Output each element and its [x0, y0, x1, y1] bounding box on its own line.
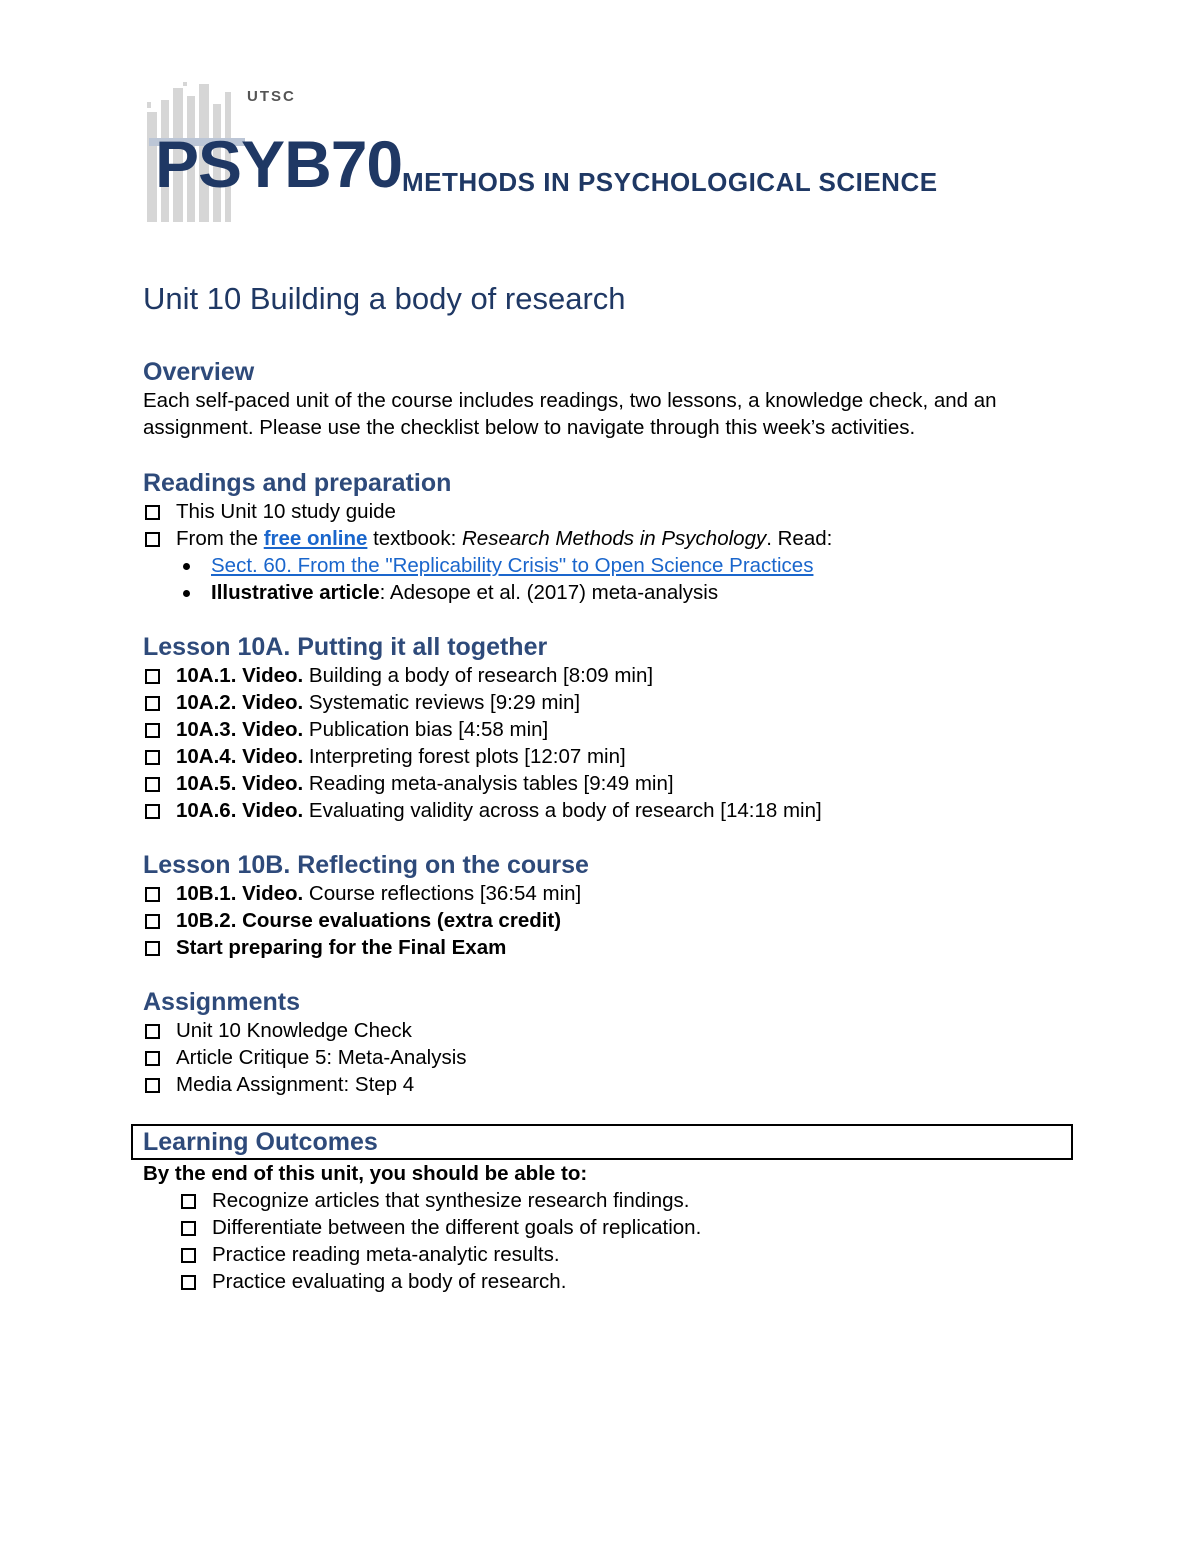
video-title: Publication bias [4:58 min]: [303, 718, 549, 741]
readings-heading: Readings and preparation: [143, 469, 452, 497]
learning-outcomes-intro: By the end of this unit, you should be able to:: [143, 1162, 588, 1185]
assignment-label: Media Assignment: Step 4: [176, 1073, 415, 1096]
outcome-label: Differentiate between the different goals of replication.: [212, 1216, 702, 1239]
checklist-item[interactable]: [143, 1044, 1073, 1071]
readings-checklist: [143, 498, 1073, 552]
checklist-item[interactable]: [179, 1268, 1073, 1295]
video-id: 10A.5. Video.: [176, 772, 304, 795]
course-evaluations-label: 10B.2. Course evaluations (extra credit): [176, 909, 562, 932]
checklist-item[interactable]: [143, 525, 1073, 552]
bullet-item: [179, 552, 1073, 579]
checklist-item[interactable]: [143, 716, 1073, 743]
checklist-item[interactable]: [143, 498, 1073, 525]
textbook-title: Research Methods in Psychology: [461, 527, 767, 550]
checklist-item[interactable]: [143, 934, 1073, 961]
video-id: 10A.3. Video.: [176, 718, 304, 741]
lesson-10a-heading: Lesson 10A. Putting it all together: [143, 633, 548, 661]
outcome-label: Practice reading meta-analytic results.: [212, 1243, 560, 1266]
overview-text: Each self-paced unit of the course includes readings, two lessons, a knowledge check, and an assignment. Please use the checklist below to navigate through this week’s activities.: [143, 389, 997, 439]
final-exam-label: Start preparing for the Final Exam: [176, 936, 507, 959]
free-online-link[interactable]: free online: [263, 527, 368, 550]
illustrative-article-label: Illustrative article: [211, 581, 380, 604]
video-title: Interpreting forest plots [12:07 min]: [303, 745, 626, 768]
readings-sublist: [143, 552, 1073, 606]
checklist-item[interactable]: [179, 1187, 1073, 1214]
reading-text: . Read:: [766, 527, 833, 550]
checklist-item[interactable]: [143, 1071, 1073, 1098]
assignments-heading: Assignments: [143, 988, 300, 1016]
checklist-item[interactable]: [143, 662, 1073, 689]
checklist-item[interactable]: [143, 770, 1073, 797]
overview-heading: Overview: [143, 358, 255, 386]
outcome-label: Practice evaluating a body of research.: [212, 1270, 567, 1293]
video-id: 10A.4. Video.: [176, 745, 304, 768]
illustrative-article-text: : Adesope et al. (2017) meta-analysis: [379, 581, 719, 604]
reading-text: From the: [176, 527, 264, 550]
video-id: 10A.6. Video.: [176, 799, 304, 822]
assignment-label: Unit 10 Knowledge Check: [176, 1019, 412, 1042]
lesson-10a-checklist: [143, 662, 1073, 824]
logo-course-code: PSYB70: [155, 127, 403, 201]
checklist-item[interactable]: [143, 689, 1073, 716]
lesson-10a-section: [143, 632, 1073, 824]
readings-section: [143, 468, 1073, 606]
lesson-10b-heading: Lesson 10B. Reflecting on the course: [143, 851, 589, 879]
bullet-item: [179, 579, 1073, 606]
checklist-item[interactable]: [179, 1241, 1073, 1268]
video-title: Evaluating validity across a body of research [14:18 min]: [303, 799, 822, 822]
learning-outcomes-section: [143, 1124, 1073, 1295]
assignments-section: [143, 987, 1073, 1098]
outcome-label: Recognize articles that synthesize research findings.: [212, 1189, 690, 1212]
video-id: 10A.2. Video.: [176, 691, 304, 714]
checklist-item[interactable]: [143, 907, 1073, 934]
lesson-10b-checklist: [143, 880, 1073, 961]
assignments-checklist: [143, 1017, 1073, 1098]
assignment-label: Article Critique 5: Meta-Analysis: [176, 1046, 467, 1069]
video-title: Course reflections [36:54 min]: [303, 882, 582, 905]
logo-course-name: METHODS IN PSYCHOLOGICAL SCIENCE: [402, 167, 938, 197]
checklist-item-label: This Unit 10 study guide: [176, 500, 396, 523]
learning-outcomes-heading: Learning Outcomes: [143, 1128, 378, 1156]
video-id: 10A.1. Video.: [176, 664, 304, 687]
logo-utsc-label: UTSC: [247, 88, 296, 105]
section-60-link[interactable]: Sect. 60. From the "Replicability Crisis" to Open Science Practices: [211, 554, 814, 577]
overview-section: [143, 357, 1073, 441]
checklist-item[interactable]: [143, 1017, 1073, 1044]
study-guide-content: [143, 280, 1073, 1295]
checklist-item[interactable]: [143, 743, 1073, 770]
video-id: 10B.1. Video.: [176, 882, 304, 905]
video-title: Systematic reviews [9:29 min]: [303, 691, 581, 714]
page-title: Unit 10 Building a body of research: [143, 281, 626, 316]
checklist-item[interactable]: [143, 797, 1073, 824]
learning-outcomes-checklist: [143, 1187, 1073, 1295]
lesson-10b-section: [143, 850, 1073, 961]
checklist-item[interactable]: [179, 1214, 1073, 1241]
video-title: Building a body of research [8:09 min]: [303, 664, 654, 687]
learning-outcomes-box: [131, 1124, 1073, 1160]
video-title: Reading meta-analysis tables [9:49 min]: [303, 772, 674, 795]
reading-text: textbook:: [367, 527, 462, 550]
checklist-item[interactable]: [143, 880, 1073, 907]
